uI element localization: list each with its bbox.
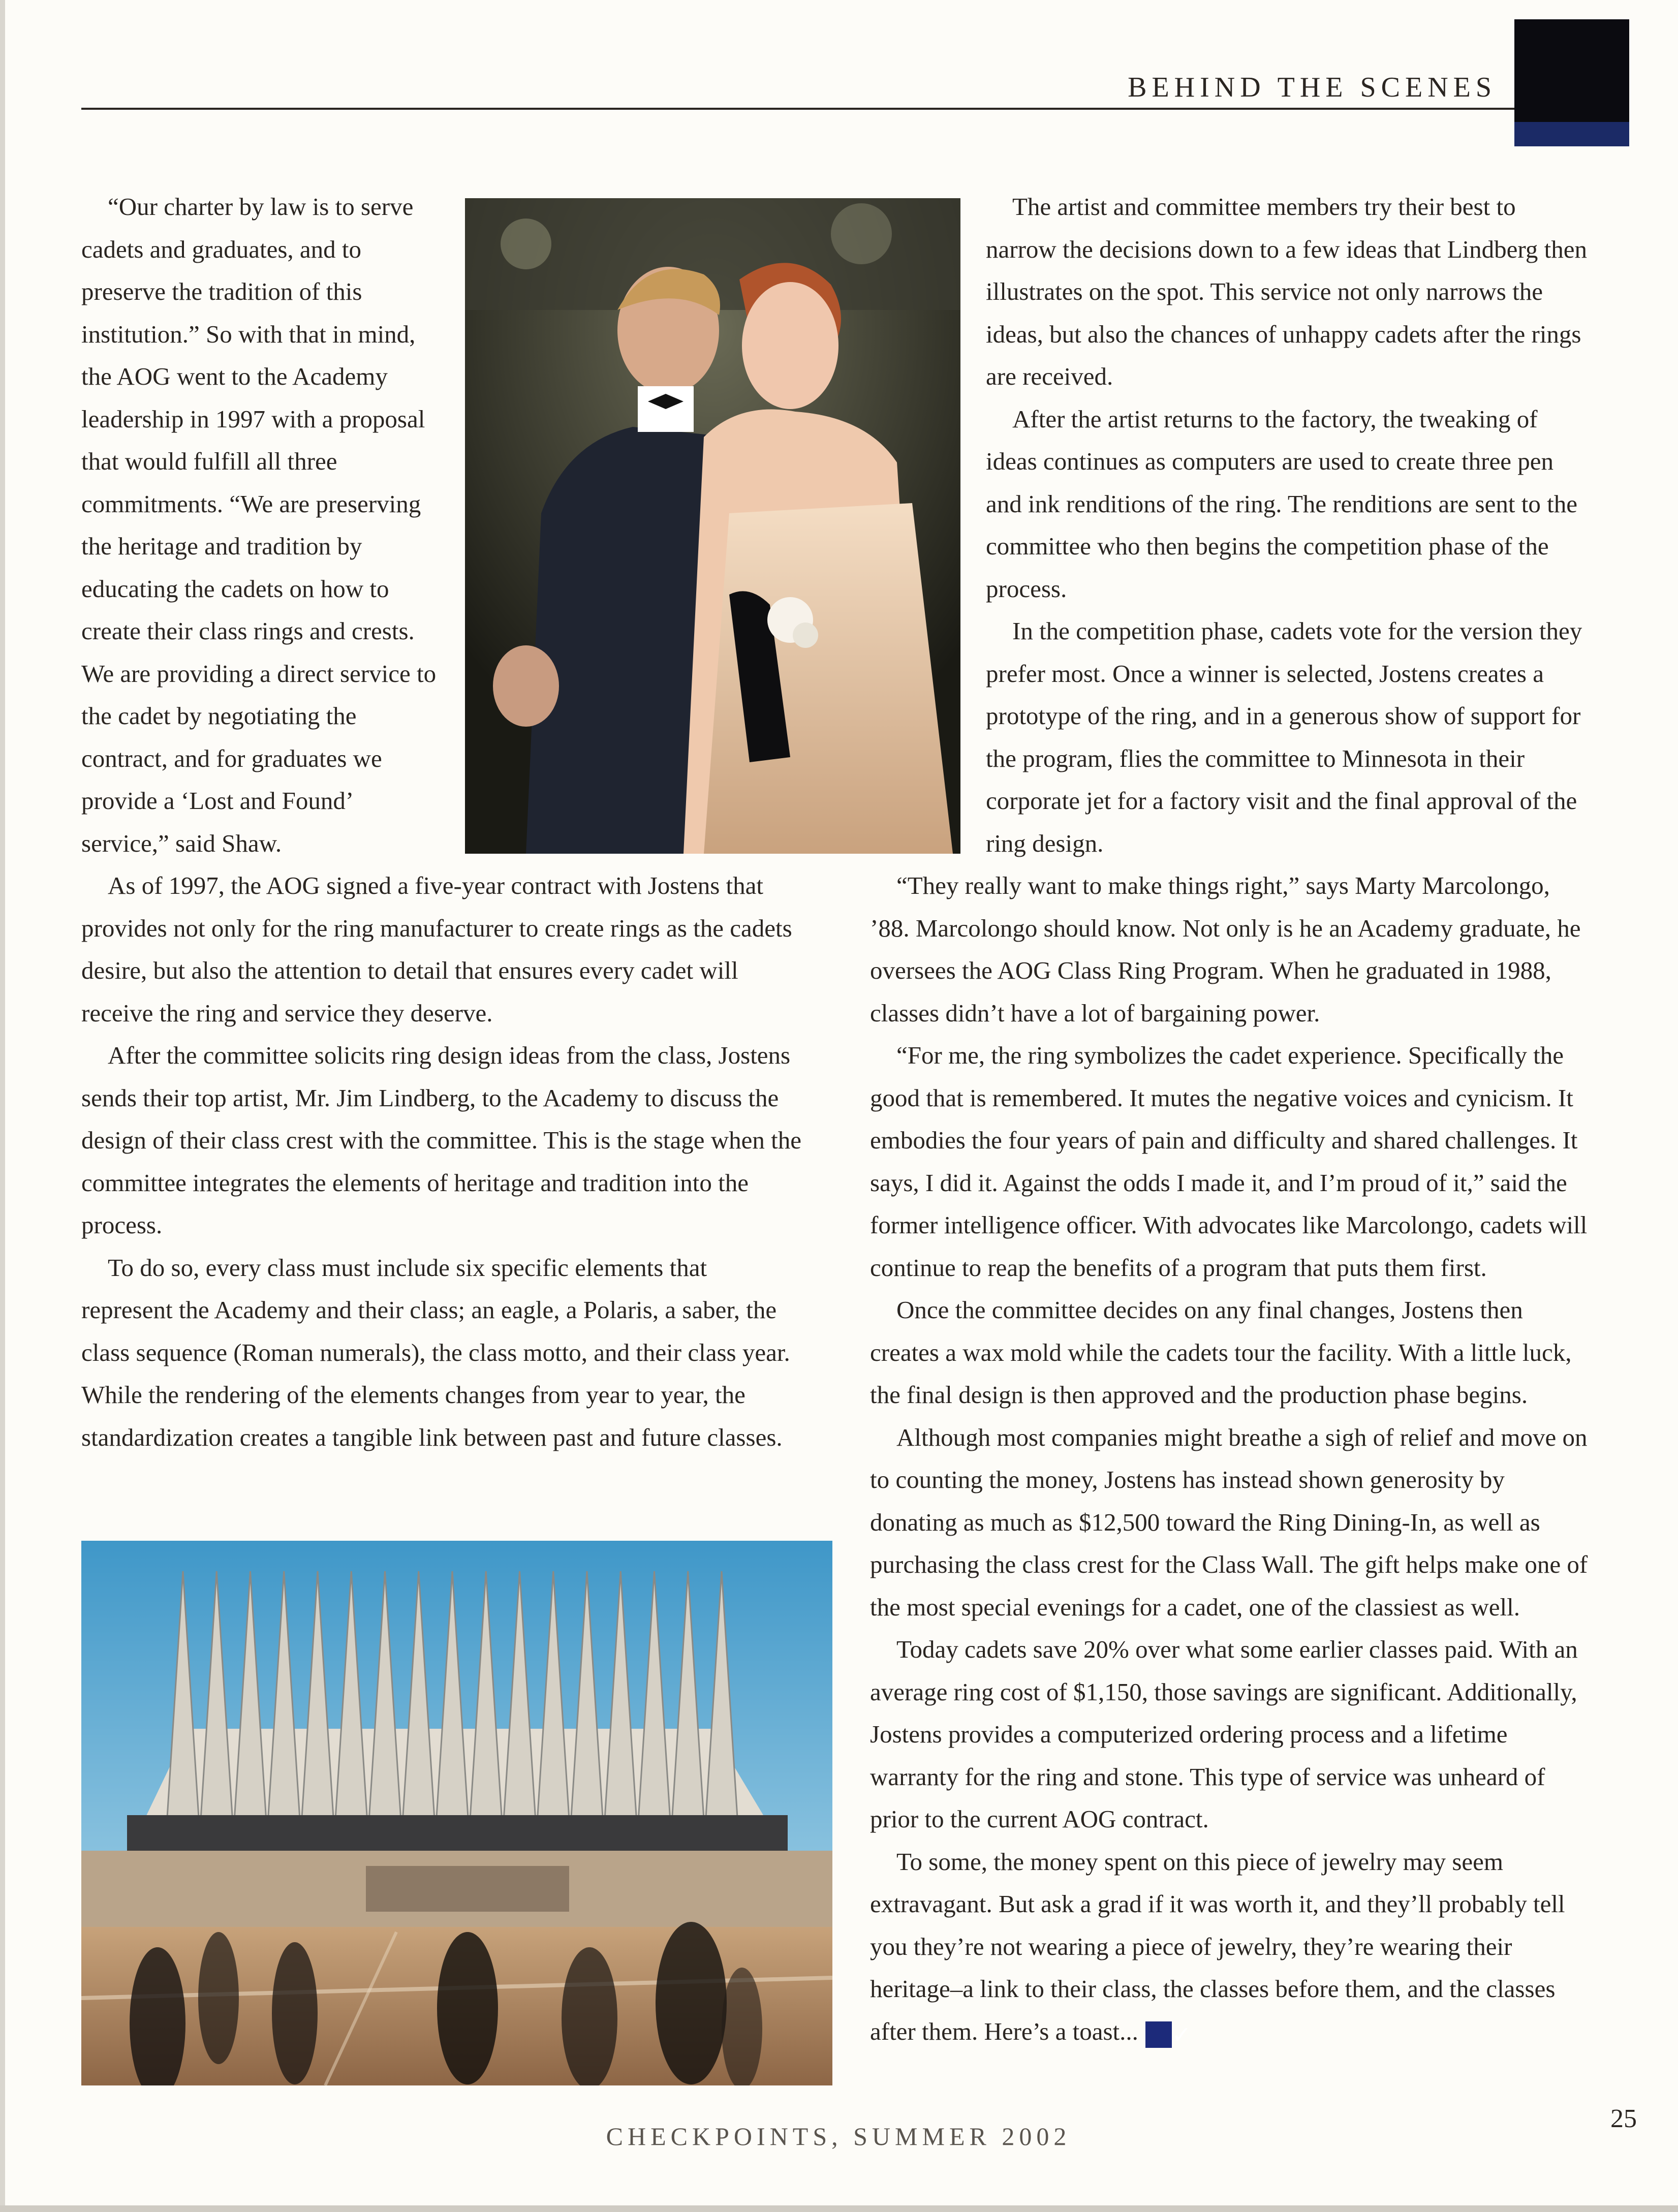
article-column-left-top — [81, 185, 437, 864]
article-column-right-top — [986, 185, 1588, 864]
page-number: 25 — [1610, 2104, 1637, 2133]
photo-couple-dining-in — [465, 198, 960, 854]
paragraph: “Our charter by law is to serve cadets and graduates, and to preserve the tradition of this institution.” So with that in mind, the AOG went to the Academy leadership in 1997 with a proposal that would fulfill all three commitments. “We are preserving the heritage and tradition by educating the cadets on how to create their class rings and crests. We are providing a direct service to the cadet by negotiating the contract, and for graduates we provide a ‘Lost and Found’ service,” said Shaw. — [81, 193, 437, 857]
page-edge-bottom — [0, 2205, 1678, 2212]
page-edge — [0, 0, 5, 2212]
paragraph: In the competition phase, cadets vote for the version they prefer most. Once a winner is selected, Jostens creates a prototype of the ring, and in a generous show of support for the program, flies the committee to Minnesota in their corporate jet for a factory visit and the final approval of the ring design. — [986, 617, 1582, 857]
paragraph: After the artist returns to the factory, the tweaking of ideas continues as computers are used to create three pen and ink renditions of the ring. The renditions are sent to the committee who then begins the competition phase of the process. — [986, 404, 1577, 603]
closing-paragraph — [870, 1841, 1588, 2053]
article-column-left-bottom — [81, 864, 803, 1458]
paragraph: Once the committee decides on any final changes, Jostens then creates a wax mold while the cadets tour the facility. With a little luck, the final design is then approved and the production phase begins. — [870, 1296, 1572, 1409]
paragraph: After the committee solicits ring design ideas from the class, Jostens sends their top artist, Mr. Jim Lindberg, to the Academy to discuss the design of their class crest with the committee. This is the stage when the committee integrates the elements of heritage and tradition into the process. — [81, 1041, 802, 1239]
closing-text: To some, the money spent on this piece of jewelry may seem extravagant. But ask a grad if it was worth it, and they’ll probably tell you they’re not wearing a piece of jewelry, they’re wearing their heritage–a link to their class, the classes before them, and the classes after them. Here’s a toast... — [870, 1847, 1565, 2045]
paragraph: Today cadets save 20% over what some earlier classes paid. With an average ring cost of $1,150, those savings are significant. Additionally, Jostens provides a computerized ordering process and a lifetime warranty for the ring and stone. This type of service was unheard of prior to the current AOG contract. — [870, 1635, 1578, 1833]
paragraph: As of 1997, the AOG signed a five-year contract with Jostens that provides not only for the ring manufacturer to create rings as the cadets desire, but also the attention to detail that ensures every cadet will receive the ring and service they deserve. — [81, 871, 792, 1027]
section-header: BEHIND THE SCENES — [1128, 72, 1497, 103]
header-rule — [81, 108, 1514, 110]
paragraph: Although most companies might breathe a sigh of relief and move on to counting the money, Jostens has instead shown generosity by donating as much as $12,500 toward the Ring Dining-In, as well as purchasing the class crest for the Class Wall. The gift helps make one of the most special evenings for a cadet, one of the classiest as well. — [870, 1423, 1588, 1621]
photo-cadet-chapel — [81, 1541, 832, 2085]
checkmark-icon: ✓ — [1145, 2021, 1172, 2048]
article-column-right-bottom — [870, 864, 1588, 2052]
paragraph: The artist and committee members try their best to narrow the decisions down to a few ideas that Lindberg then illustrates on the spot. This service not only narrows the ideas, but also the chances of unhappy cadets after the rings are received. — [986, 193, 1587, 390]
section-tab-stripe — [1514, 122, 1629, 146]
paragraph: “For me, the ring symbolizes the cadet experience. Specifically the good that is remembered. It mutes the negative voices and cynicism. It embodies the four years of pain and difficulty and shared challenges. It says, I did it. Against the odds I made it, and I’m proud of it,” said the former intelligence officer. With advocates like Marcolongo, cadets will continue to reap the benefits of a program that puts them first. — [870, 1041, 1588, 1282]
paragraph: To do so, every class must include six specific elements that represent the Academy and their class; an eagle, a Polaris, a saber, the class sequence (Roman numerals), the class motto, and their class year. While the rendering of the elements changes from year to year, the standardization creates a tangible link between past and future classes. — [81, 1253, 790, 1451]
footer-publication: CHECKPOINTS, SUMMER 2002 — [606, 2122, 1071, 2151]
paragraph: “They really want to make things right,” says Marty Marcolongo, ’88. Marcolongo should know. Not only is he an Academy graduate, he oversees the AOG Class Ring Program. When he graduated in 1988, classes didn’t have a lot of bargaining power. — [870, 871, 1581, 1027]
